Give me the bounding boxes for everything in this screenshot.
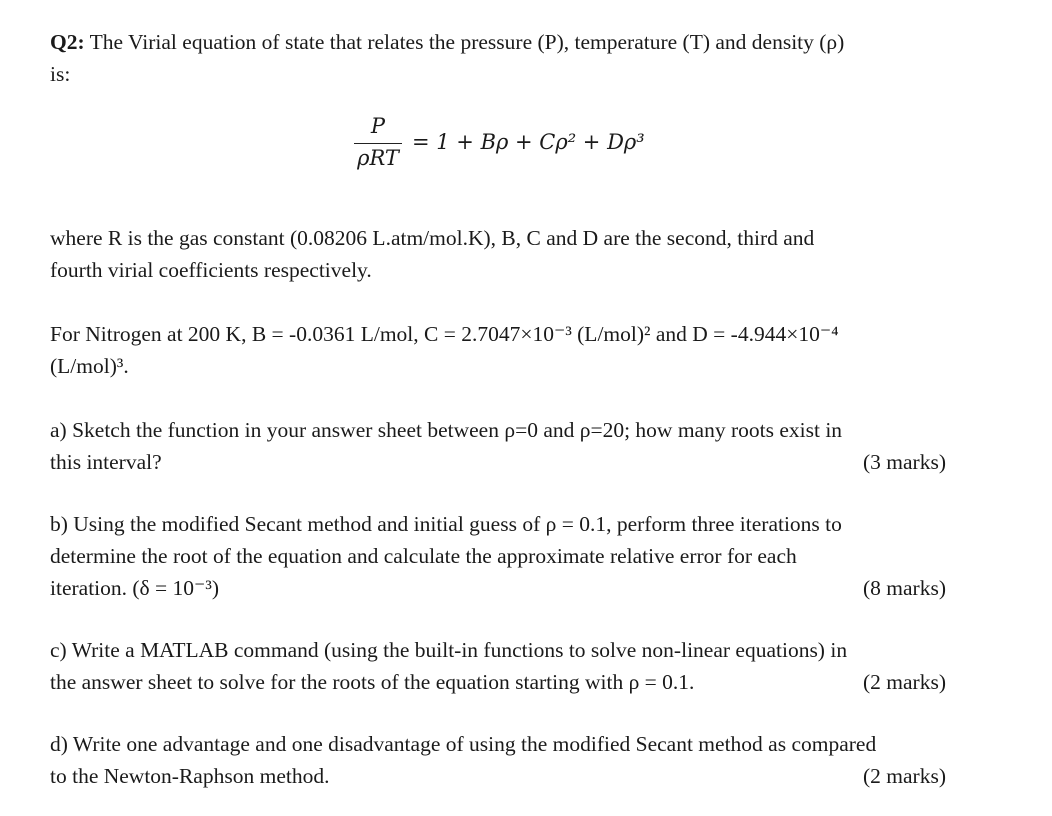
part-b-marks: (8 marks) <box>863 576 946 600</box>
part-d-marks: (2 marks) <box>863 764 946 788</box>
where-line-1: where R is the gas constant (0.08206 L.atm/mol.K), B, C and D are the second, third and <box>50 226 815 250</box>
part-d <box>50 728 946 792</box>
question-label: Q2: <box>50 30 85 54</box>
part-d-line-1: d) Write one advantage and one disadvantage of using the modified Secant method as compared <box>50 732 877 756</box>
part-b-line-2: determine the root of the equation and calculate the approximate relative error for each <box>50 544 797 568</box>
nitrogen-line-2: (L/mol)³. <box>50 354 129 378</box>
part-d-line-2: to the Newton-Raphson method. <box>50 764 330 788</box>
equation-rhs: = 1 + Bρ + Cρ² + Dρ³ <box>412 130 645 154</box>
part-c <box>50 634 946 698</box>
question-page <box>50 26 946 792</box>
virial-equation <box>354 112 946 182</box>
where-paragraph <box>50 222 946 286</box>
part-b-line-3: iteration. (δ = 10⁻³) <box>50 576 220 600</box>
equation-numerator: P <box>370 114 386 138</box>
where-line-2: fourth virial coefficients respectively. <box>50 258 372 282</box>
part-c-line-1: c) Write a MATLAB command (using the built-in functions to solve non-linear equations) in <box>50 638 848 662</box>
part-a-line-1: a) Sketch the function in your answer sheet between ρ=0 and ρ=20; how many roots exist in <box>50 418 843 442</box>
part-a-line-2: this interval? <box>50 450 162 474</box>
part-c-line-2: the answer sheet to solve for the roots of the equation starting with ρ = 0.1. <box>50 670 695 694</box>
intro-line-2: is: <box>50 62 71 86</box>
nitrogen-line-1: For Nitrogen at 200 K, B = -0.0361 L/mol, C = 2.7047×10⁻³ (L/mol)² and D = -4.944×10⁻⁴ <box>50 322 839 346</box>
part-a-marks: (3 marks) <box>863 450 946 474</box>
part-a <box>50 414 946 478</box>
equation-fraction <box>354 112 402 172</box>
nitrogen-paragraph <box>50 318 946 382</box>
part-b-line-1: b) Using the modified Secant method and initial guess of ρ = 0.1, perform three iterations to <box>50 512 842 536</box>
intro-line-1: The Virial equation of state that relates the pressure (P), temperature (T) and density (ρ) <box>84 30 845 54</box>
question-intro <box>50 26 946 90</box>
equation-denominator: ρRT <box>357 146 399 170</box>
part-c-marks: (2 marks) <box>863 670 946 694</box>
part-b <box>50 508 946 604</box>
